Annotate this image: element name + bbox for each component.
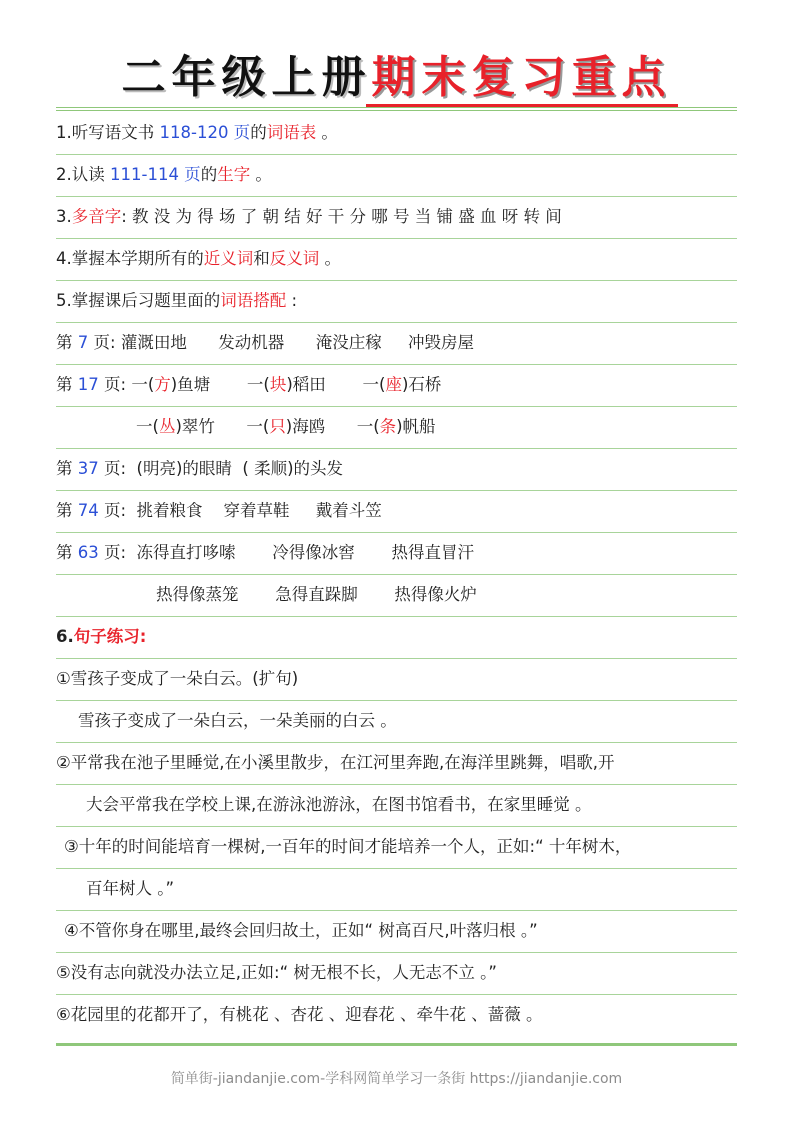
page-17-line-2 <box>56 406 737 449</box>
item-2 <box>56 154 737 197</box>
sentence-6 <box>56 994 737 1036</box>
page-17-measure-3: 座 <box>385 375 402 394</box>
item-5-text: 5.掌握课后习题里面的 <box>56 291 221 310</box>
item-1-keyword: 词语表 <box>266 123 317 142</box>
item-6-num: 6. <box>56 627 74 646</box>
page-74-ye: 页: <box>98 501 132 520</box>
sentence-1-answer-text: 雪孩子变成了一朵白云，一朵美丽的白云 。 <box>78 711 397 730</box>
page-17-text-2: )鱼塘 一( <box>170 375 270 394</box>
page-17-text-3: )稻田 一( <box>286 375 386 394</box>
sentence-3-cont <box>56 868 737 911</box>
sentence-3-text: ③十年的时间能培育一棵树,一百年的时间才能培养一个人，正如:“ 十年树木， <box>64 837 632 856</box>
item-2-de: 的 <box>200 165 218 184</box>
page-74-words: 挑着粮食 穿着草鞋 戴着斗笠 <box>131 501 382 520</box>
item-6-keyword: 句子练习: <box>73 627 147 646</box>
page-63-ye: 页: <box>98 543 132 562</box>
page-17b-text-1: 一( <box>136 417 159 436</box>
sentence-5-text: ⑤没有志向就没办法立足,正如:“ 树无根不长，人无志不立 。” <box>56 963 497 982</box>
page-74-line <box>56 490 737 533</box>
page-17b-text-3: )海鸥 一( <box>285 417 380 436</box>
page-7-words: 灌溉田地 发动机器 淹没庄稼 冲毁房屋 <box>120 333 474 352</box>
item-4-and: 和 <box>253 249 270 268</box>
page-74-number: 74 <box>77 501 99 520</box>
sentence-5 <box>56 952 737 995</box>
sentence-4 <box>56 910 737 953</box>
sentence-1 <box>56 658 737 701</box>
page-7-number: 7 <box>77 333 89 352</box>
page-7-line <box>56 322 737 365</box>
item-2-text: 2.认读 <box>56 165 110 184</box>
item-5-keyword: 词语搭配 <box>220 291 287 310</box>
title-black: 二年级上册 <box>121 52 372 103</box>
page-37-ye: 页: <box>98 459 132 478</box>
sentence-2 <box>56 742 737 785</box>
sentence-3-cont-text: 百年树人 。” <box>86 879 175 898</box>
sentence-4-text: ④不管你身在哪里,最终会回归故土，正如“ 树高百尺,叶落归根 。” <box>64 921 538 940</box>
page-37-number: 37 <box>77 459 99 478</box>
page-74-di: 第 <box>56 501 78 520</box>
page-37-di: 第 <box>56 459 78 478</box>
page-17-measure-1: 方 <box>154 375 171 394</box>
page-37-words: (明亮)的眼睛 ( 柔顺)的头发 <box>131 459 344 478</box>
sentence-2-text: ②平常我在池子里睡觉,在小溪里散步，在江河里奔跑,在海洋里跳舞，唱歌,开 <box>56 753 615 772</box>
sentence-6-text: ⑥花园里的花都开了，有桃花 、杏花 、迎春花 、牵牛花 、蔷薇 。 <box>56 1005 543 1024</box>
top-divider <box>56 107 737 111</box>
page-17-text-1: 一( <box>131 375 155 394</box>
item-3-chars: : 教 没 为 得 场 了 朝 结 好 干 分 哪 号 当 铺 盛 血 呀 转 间 <box>121 207 562 226</box>
item-4-end: 。 <box>319 249 341 268</box>
bottom-divider <box>56 1043 737 1046</box>
page-63-line-2 <box>56 574 737 617</box>
item-1-text: 1.听写语文书 <box>56 123 160 142</box>
title-red: 期末复习重点 <box>371 52 672 103</box>
item-2-keyword: 生字 <box>217 165 251 184</box>
item-4 <box>56 238 737 281</box>
item-1-end: 。 <box>316 123 338 142</box>
item-3-num: 3. <box>56 207 72 226</box>
sentence-2-cont-text: 大会平常我在学校上课,在游泳池游泳，在图书馆看书，在家里睡觉 。 <box>86 795 592 814</box>
page-37-line <box>56 448 737 491</box>
page-63-words: 冻得直打哆嗦 冷得像冰窖 热得直冒汗 <box>131 543 474 562</box>
page-63-di: 第 <box>56 543 78 562</box>
item-2-end: 。 <box>250 165 272 184</box>
item-1 <box>56 112 737 155</box>
page-17-number: 17 <box>77 375 99 394</box>
item-4-keyword-1: 近义词 <box>203 249 254 268</box>
sentence-1-answer <box>56 700 737 743</box>
item-6-heading <box>56 616 737 659</box>
page-7-di: 第 <box>56 333 78 352</box>
page-63-number: 63 <box>77 543 99 562</box>
item-4-text: 4.掌握本学期所有的 <box>56 249 204 268</box>
page-17b-measure-2: 只 <box>269 417 286 436</box>
item-5-end: : <box>286 291 298 310</box>
page-17-line-1 <box>56 364 737 407</box>
item-2-pages: 111-114 页 <box>110 165 201 184</box>
page-17b-measure-3: 条 <box>379 417 397 436</box>
page-17-measure-2: 块 <box>269 375 287 394</box>
item-5 <box>56 280 737 323</box>
page-17-di: 第 <box>56 375 78 394</box>
sentence-3 <box>56 826 737 869</box>
item-3-keyword: 多音字 <box>71 207 122 226</box>
page-17b-text-2: )翠竹 一( <box>175 417 270 436</box>
item-3 <box>56 196 737 239</box>
page-63-words-2: 热得像蒸笼 急得直跺脚 热得像火炉 <box>156 585 477 604</box>
page-17b-text-4: )帆船 <box>396 417 436 436</box>
footer-watermark: 简单街-jiandanjie.com-学科网简单学习一条街 https://jiandanjie.com <box>170 1071 623 1087</box>
page-title <box>0 48 793 108</box>
page-17-text-4: )石桥 <box>401 375 442 394</box>
sentence-1-text: ①雪孩子变成了一朵白云。(扩句) <box>56 669 299 688</box>
page-17b-measure-1: 丛 <box>158 417 176 436</box>
sentence-2-cont <box>56 784 737 827</box>
item-1-pages: 118-120 页 <box>159 123 251 142</box>
page-7-ye: 页: <box>88 333 121 352</box>
item-1-de: 的 <box>250 123 267 142</box>
page-17-ye: 页: <box>98 375 132 394</box>
page-63-line-1 <box>56 532 737 575</box>
item-4-keyword-2: 反义词 <box>269 249 320 268</box>
